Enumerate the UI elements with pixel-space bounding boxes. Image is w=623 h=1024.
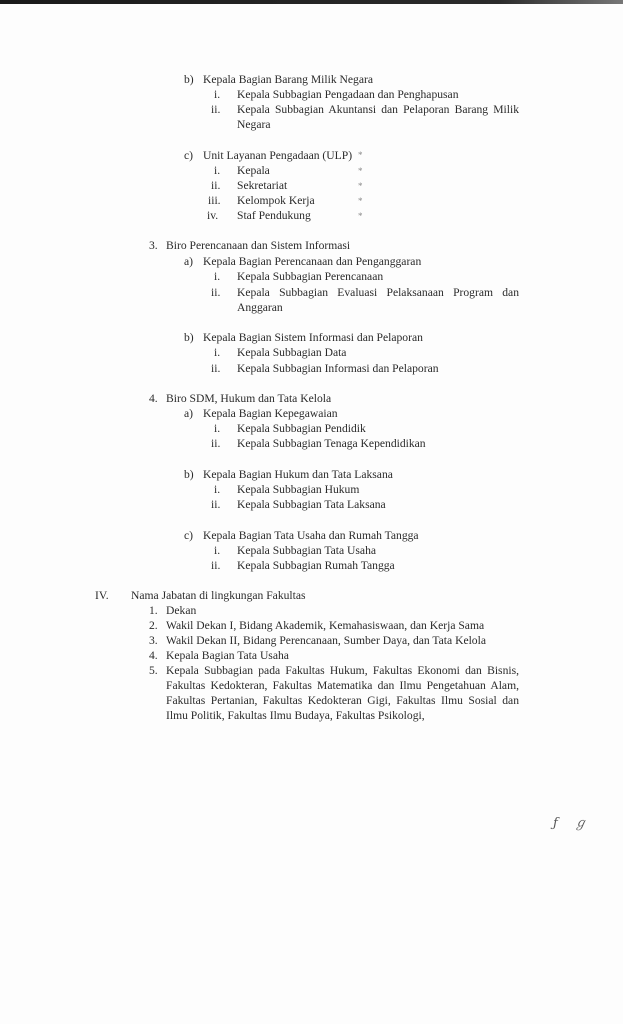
list-num: i. bbox=[214, 270, 221, 283]
list-item: Kepala Subbagian Perencanaan bbox=[237, 270, 384, 283]
list-num: ii. bbox=[211, 498, 221, 511]
list-num: ii. bbox=[211, 559, 221, 572]
list-num: i. bbox=[214, 422, 221, 435]
asterisk-mark: * bbox=[358, 196, 363, 206]
list-num: i. bbox=[214, 544, 221, 557]
list-num: i. bbox=[214, 346, 221, 359]
list-num: ii. bbox=[211, 286, 221, 299]
list-num: iii. bbox=[208, 194, 221, 207]
heading: Kepala Bagian Kepegawaian bbox=[203, 407, 338, 420]
list-item: Kepala Subbagian Akuntansi dan Pelaporan Barang Milik bbox=[237, 103, 519, 116]
list-label: b) bbox=[184, 73, 194, 86]
list-num: ii. bbox=[211, 103, 221, 116]
list-item-cont: Fakultas Pertanian, Fakultas Kedokteran Gigi, Fakultas Ilmu Sosial dan bbox=[166, 694, 519, 707]
list-item: Kepala Subbagian Data bbox=[237, 346, 347, 359]
handwritten-initials: ƒ ℊ bbox=[553, 816, 593, 831]
list-item: Kepala Subbagian Tata Usaha bbox=[237, 544, 377, 557]
section-title: Biro Perencanaan dan Sistem Informasi bbox=[166, 239, 351, 252]
list-item: Wakil Dekan I, Bidang Akademik, Kemahasiswaan, dan Kerja Sama bbox=[166, 619, 485, 632]
list-item: Kelompok Kerja bbox=[237, 194, 315, 207]
heading: Kepala Bagian Sistem Informasi dan Pelaporan bbox=[203, 331, 423, 344]
list-item: Kepala Subbagian pada Fakultas Hukum, Fakultas Ekonomi dan Bisnis, bbox=[166, 664, 519, 677]
list-item: Kepala bbox=[237, 164, 270, 177]
list-item: Kepala Subbagian Hukum bbox=[237, 483, 360, 496]
list-num: i. bbox=[214, 483, 221, 496]
list-item: Kepala Subbagian Tenaga Kependidikan bbox=[237, 437, 426, 450]
list-item: Kepala Subbagian Tata Laksana bbox=[237, 498, 386, 511]
list-item-cont: Ilmu Politik, Fakultas Ilmu Budaya, Fakultas Psikologi, bbox=[166, 709, 425, 722]
list-num: 5. bbox=[149, 664, 158, 677]
list-num: iv. bbox=[207, 209, 219, 222]
section-title: Nama Jabatan di lingkungan Fakultas bbox=[131, 589, 306, 602]
asterisk-mark: * bbox=[358, 150, 363, 160]
list-item: Kepala Bagian Tata Usaha bbox=[166, 649, 289, 662]
scan-edge bbox=[0, 0, 623, 4]
heading: Kepala Bagian Tata Usaha dan Rumah Tangga bbox=[203, 529, 419, 542]
list-item: Sekretariat bbox=[237, 179, 288, 192]
list-item: Wakil Dekan II, Bidang Perencanaan, Sumber Daya, dan Tata Kelola bbox=[166, 634, 486, 647]
list-item: Kepala Subbagian Rumah Tangga bbox=[237, 559, 395, 572]
heading: Kepala Bagian Barang Milik Negara bbox=[203, 73, 373, 86]
list-item: Kepala Subbagian Pendidik bbox=[237, 422, 366, 435]
section-num: 3. bbox=[149, 239, 158, 252]
list-num: 1. bbox=[149, 604, 158, 617]
list-item-cont: Fakultas Kedokteran, Fakultas Matematika dan Ilmu Pengetahuan Alam, bbox=[166, 679, 519, 692]
section-num: 4. bbox=[149, 392, 158, 405]
list-label: b) bbox=[184, 468, 194, 481]
list-num: ii. bbox=[211, 437, 221, 450]
list-num: 3. bbox=[149, 634, 158, 647]
list-label: c) bbox=[184, 149, 194, 162]
list-num: 2. bbox=[149, 619, 158, 632]
list-item: Staf Pendukung bbox=[237, 209, 311, 222]
asterisk-mark: * bbox=[358, 211, 363, 221]
section-title: Biro SDM, Hukum dan Tata Kelola bbox=[166, 392, 332, 405]
list-num: 4. bbox=[149, 649, 158, 662]
asterisk-mark: * bbox=[358, 166, 363, 176]
asterisk-mark: * bbox=[358, 181, 363, 191]
list-label: a) bbox=[184, 407, 194, 420]
list-item-cont: Negara bbox=[237, 118, 271, 131]
list-item: Dekan bbox=[166, 604, 197, 617]
list-label: b) bbox=[184, 331, 194, 344]
list-label: a) bbox=[184, 255, 194, 268]
heading: Kepala Bagian Hukum dan Tata Laksana bbox=[203, 468, 393, 481]
list-item: Kepala Subbagian Evaluasi Pelaksanaan Program dan bbox=[237, 286, 519, 299]
heading: Unit Layanan Pengadaan (ULP) bbox=[203, 149, 353, 162]
list-num: i. bbox=[214, 88, 221, 101]
list-item: Kepala Subbagian Pengadaan dan Penghapusan bbox=[237, 88, 459, 101]
list-num: i. bbox=[214, 164, 221, 177]
list-item-cont: Anggaran bbox=[237, 301, 283, 314]
section-num: IV. bbox=[95, 589, 109, 602]
list-num: ii. bbox=[211, 362, 221, 375]
heading: Kepala Bagian Perencanaan dan Penganggaran bbox=[203, 255, 422, 268]
list-item: Kepala Subbagian Informasi dan Pelaporan bbox=[237, 362, 439, 375]
list-label: c) bbox=[184, 529, 194, 542]
list-num: ii. bbox=[211, 179, 221, 192]
